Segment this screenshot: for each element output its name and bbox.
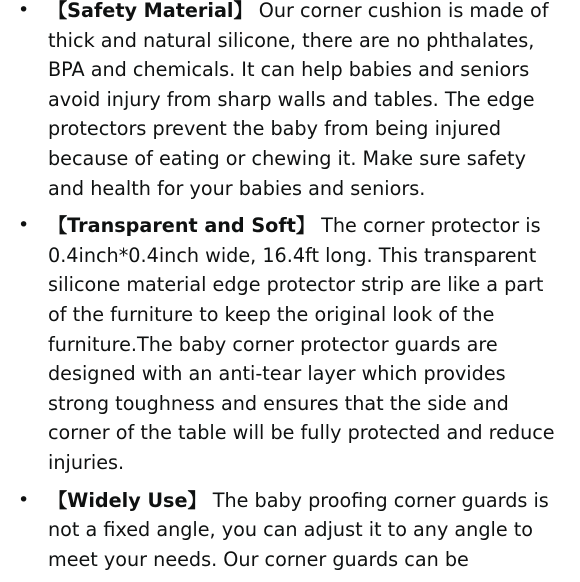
feature-heading: 【Widely Use】 [48, 488, 207, 512]
feature-description: Our corner cushion is made of thick and natural silicone, there are no phthalates, BPA and chemicals. It can help babies and seniors avoid injury from sharp walls and tables. The edge protectors prevent the baby from being injured because of eating or chewing it. Make sure safety and health for your babies and seniors. [48, 0, 549, 200]
feature-heading: 【Transparent and Soft】 [48, 214, 316, 238]
bullet-dot-icon: • [18, 214, 30, 237]
feature-description: The corner protector is 0.4inch*0.4inch wide, 16.4ft long. This transparent silicone material edge protector strip are like a part of the furniture to keep the original look of the furniture.The baby corner protector guards are designed with an anti-tear layer which provides strong toughness and ensures that the side and corner of the table will be fully protected and reduce injuries. [48, 214, 555, 474]
feature-bullet-widely-use [0, 486, 580, 575]
feature-bullet-transparent-and-soft [0, 211, 580, 477]
bullet-dot-icon: • [18, 488, 30, 511]
feature-heading: 【Safety Material】 [48, 0, 253, 22]
feature-bullet-safety-material [0, 0, 580, 203]
feature-description: The baby proofing corner guards is not a fixed angle, you can adjust it to any angle to meet your needs. Our corner guards can be [48, 488, 549, 571]
bullet-dot-icon: • [18, 0, 30, 21]
